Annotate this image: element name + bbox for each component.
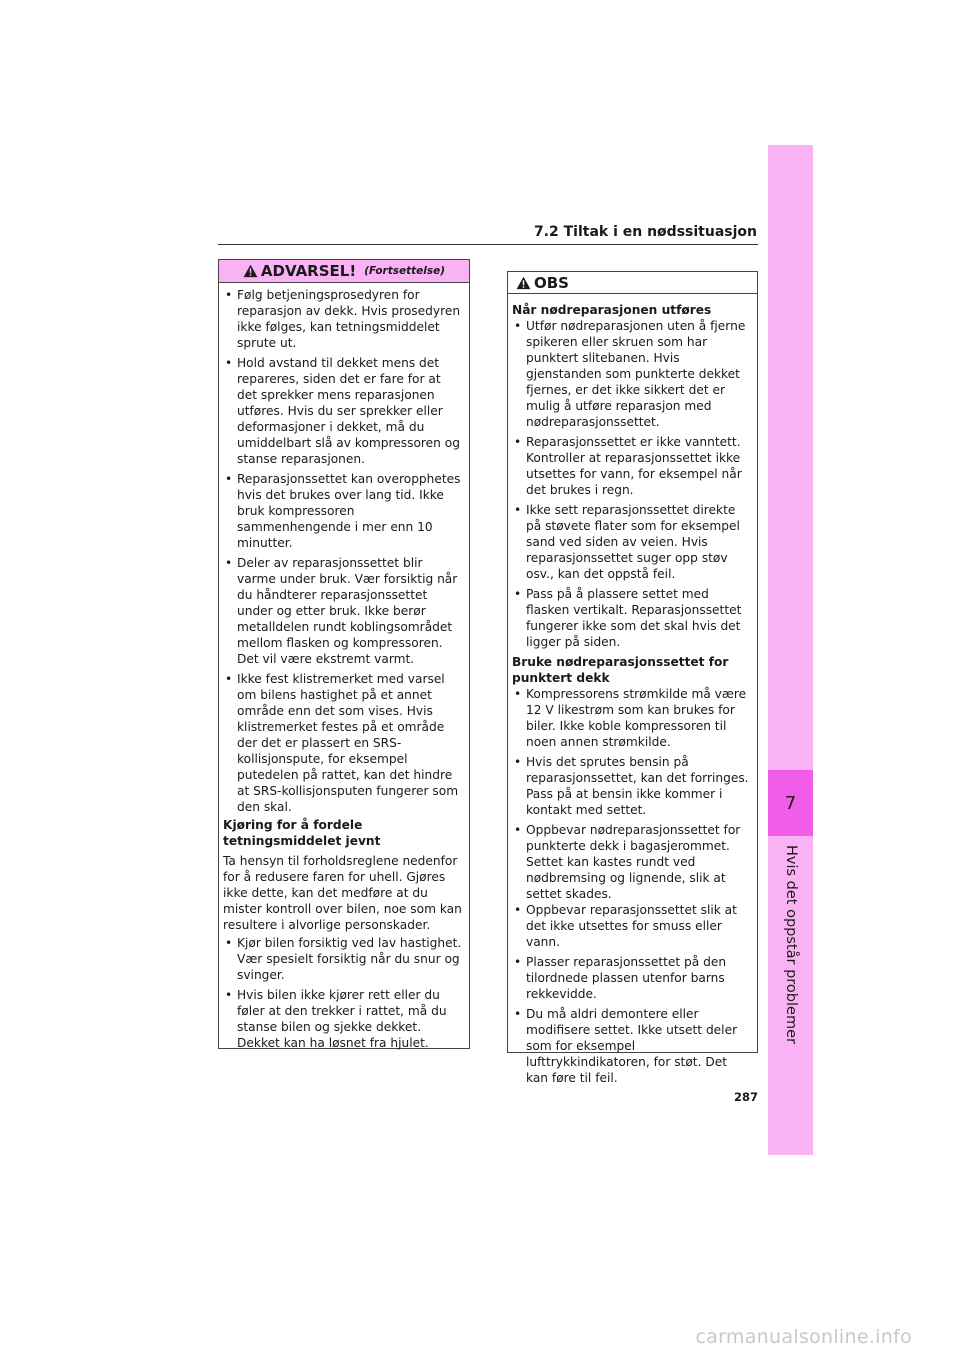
chapter-number: 7 bbox=[784, 792, 797, 814]
notice-box bbox=[507, 271, 758, 1085]
warning-item: • Kjør bilen forsiktig ved lav hastighet. Vær spesielt forsiktig når du snur og svinger. bbox=[223, 935, 463, 983]
notice-box-header bbox=[508, 272, 757, 294]
warning-box-body bbox=[219, 283, 469, 1051]
notice-title: OBS bbox=[534, 273, 569, 292]
warning-paragraph: Ta hensyn til forholdsreglene nedenfor for å redusere faren for uhell. Gjøres ikke dette, kan det medføre at du mister kontroll over bilen, noe som kan resultere i alvorlige personskader. bbox=[223, 854, 462, 932]
notice-box-body bbox=[508, 294, 757, 1086]
notice-subheading: Bruke nødreparasjonssettet for punktert dekk bbox=[512, 655, 729, 685]
warning-box-header bbox=[219, 260, 469, 283]
notice-item: • Du må aldri demontere eller modifisere settet. Ikke utsett deler som for eksempel lufttrykkindikatoren, for støt. Det kan føre til feil. bbox=[512, 1006, 751, 1086]
warning-triangle-icon bbox=[516, 276, 531, 290]
header-rule bbox=[218, 244, 758, 245]
section-header: 7.2 Tiltak i en nødssituasjon bbox=[533, 224, 757, 240]
warning-subtitle: (Fortsettelse) bbox=[364, 265, 446, 277]
chapter-title: Hvis det oppstår problemer bbox=[783, 845, 799, 1044]
warning-item: • Reparasjonssettet kan overopphetes hvis det brukes over lang tid. Ikke bruk kompressoren sammenhengende i mer enn 10 minutter. bbox=[223, 471, 463, 551]
warning-triangle-icon bbox=[243, 264, 258, 278]
notice-item: • Oppbevar nødreparasjonssettet for punkterte dekk i bagasjerommet. Settet kan kastes rundt ved nødbremsing og lignende, slik at settet skades. bbox=[512, 822, 751, 902]
chapter-number-box bbox=[768, 770, 813, 836]
chapter-side-tab bbox=[768, 145, 813, 1155]
warning-title: ADVARSEL! bbox=[260, 262, 357, 280]
warning-box bbox=[218, 259, 470, 1049]
warning-item: • Følg betjeningsprosedyren for reparasjon av dekk. Hvis prosedyren ikke følges, kan tetningsmiddelet sprute ut. bbox=[223, 287, 463, 351]
warning-item: • Hold avstand til dekket mens det repareres, siden det er fare for at det sprekker mens reparasjonen utføres. Hvis du ser sprekker eller deformasjoner i dekket, må du umiddelbart slå av kompressoren og stanse reparasjonen. bbox=[223, 355, 463, 467]
page-number: 287 bbox=[734, 1090, 759, 1104]
notice-item: • Kompressorens strømkilde må være 12 V likestrøm som kan brukes for biler. Ikke koble kompressoren til noen annen strømkilde. bbox=[512, 686, 751, 750]
warning-item: • Ikke fest klistremerket med varsel om bilens hastighet på et annet område enn det som vises. Hvis klistremerket festes på et område der det er plassert en SRS-kollisjonspute, for eksempel putedelen på rattet, kan det hindre at SRS-kollisjonsputen fungerer som den skal. bbox=[223, 671, 463, 815]
notice-subheading: Når nødreparasjonen utføres bbox=[512, 303, 712, 317]
notice-item: • Ikke sett reparasjonssettet direkte på støvete flater som for eksempel sand ved siden av veien. Hvis reparasjonssettet suger opp støv osv., kan det oppstå feil. bbox=[512, 502, 751, 582]
notice-item: • Hvis det sprutes bensin på reparasjonssettet, kan det forringes. Pass på at bensin ikke kommer i kontakt med settet. bbox=[512, 754, 751, 818]
notice-item: • Plasser reparasjonssettet på den tilordnede plassen utenfor barns rekkevidde. bbox=[512, 954, 751, 1002]
notice-item: • Pass på å plassere settet med flasken vertikalt. Reparasjonssettet fungerer ikke som det skal hvis det ligger på siden. bbox=[512, 586, 751, 650]
warning-subheading: Kjøring for å fordele tetningsmiddelet jevnt bbox=[223, 818, 381, 848]
warning-item: • Hvis bilen ikke kjører rett eller du føler at den trekker i rattet, må du stanse bilen og sjekke dekket. Dekket kan ha løsnet fra hjulet. bbox=[223, 987, 463, 1051]
notice-item: • Oppbevar reparasjonssettet slik at det ikke utsettes for smuss eller vann. bbox=[512, 902, 751, 950]
notice-item: • Reparasjonssettet er ikke vanntett. Kontroller at reparasjonssettet ikke utsettes for vann, for eksempel når det brukes i regn. bbox=[512, 434, 751, 498]
notice-item: • Utfør nødreparasjonen uten å fjerne spikeren eller skruen som har punktert slitebanen. Hvis gjenstanden som punkterte dekket fjernes, er det ikke sikkert det er mulig å utføre reparasjon med nødreparasjonssettet. bbox=[512, 318, 751, 430]
warning-item: • Deler av reparasjonssettet blir varme under bruk. Vær forsiktig når du håndterer reparasjonssettet under og etter bruk. Ikke berør metalldelen rundt koblingsområdet mellom flasken og kompressoren. Det vil være ekstremt varmt. bbox=[223, 555, 463, 667]
watermark: carmanualsonline.info bbox=[695, 1326, 912, 1348]
